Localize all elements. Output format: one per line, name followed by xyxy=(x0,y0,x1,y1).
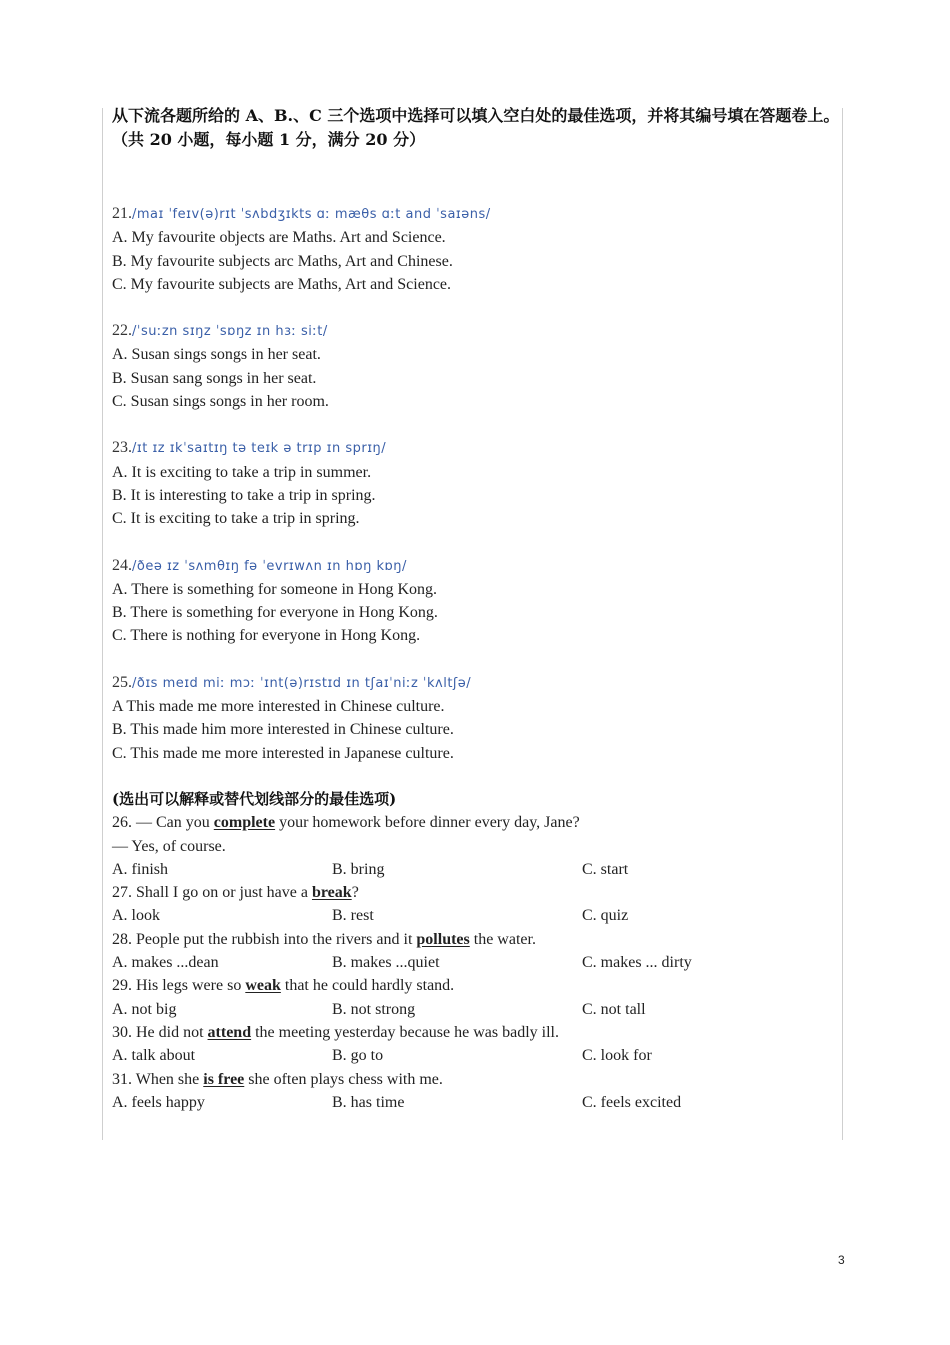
section-instruction: 从下流各题所给的 A、B.、C 三个选项中选择可以填入空白处的最佳选项，并将其编号填在答题卷上。（共 20 小题，每小题 1 分，满分 20 分） xyxy=(112,106,840,149)
vocab-question-list xyxy=(112,811,847,1114)
phonetic-question xyxy=(112,436,847,530)
answer-option: C. My favourite subjects are Maths, Art and Science. xyxy=(112,275,452,293)
question-content xyxy=(112,104,847,1114)
underlined-keyword: break xyxy=(311,884,352,902)
answer-option: B. makes ...quiet xyxy=(332,954,440,972)
answer-option: C. makes ... dirty xyxy=(582,954,692,972)
options-row xyxy=(112,1091,847,1114)
answer-option: A. talk about xyxy=(112,1047,196,1065)
stem-text: — Yes, of course. xyxy=(112,837,226,855)
phonetic-question xyxy=(112,319,847,413)
question-stem xyxy=(112,811,847,834)
answer-option: B. not strong xyxy=(332,1000,416,1018)
phonetic-question xyxy=(112,202,847,296)
answer-option: A This made me more interested in Chinese culture. xyxy=(112,698,445,716)
options-row xyxy=(112,1044,847,1067)
answer-option: B. rest xyxy=(332,907,374,925)
stem-text: ? xyxy=(351,884,359,902)
options-row xyxy=(112,998,847,1021)
stem-text: the meeting yesterday because he was badly ill. xyxy=(251,1023,559,1041)
phonetic-question xyxy=(112,671,847,765)
answer-option: C. It is exciting to take a trip in spring. xyxy=(112,510,360,528)
stem-text: she often plays chess with me. xyxy=(244,1070,443,1088)
question-stem xyxy=(112,1068,847,1091)
phonetic-question-list xyxy=(112,202,847,765)
answer-option: A. Susan sings songs in her seat. xyxy=(112,346,321,364)
underlined-keyword: complete xyxy=(213,814,276,832)
answer-option: A. not big xyxy=(112,1000,177,1018)
question-phonetic-line xyxy=(112,671,847,695)
stem-text: the water. xyxy=(469,930,536,948)
page-number: 3 xyxy=(838,1253,845,1267)
question-stem xyxy=(112,835,847,858)
phonetic-question xyxy=(112,554,847,648)
stem-text: 26. — Can you xyxy=(112,814,214,832)
answer-option: B. My favourite subjects arc Maths, Art and Chinese. xyxy=(112,252,453,270)
answer-option: A. My favourite objects are Maths. Art and Science. xyxy=(112,229,446,247)
question-stem xyxy=(112,974,847,997)
question-phonetic-line xyxy=(112,202,847,226)
answer-option: C. There is nothing for everyone in Hong Kong. xyxy=(112,627,421,645)
question-stem xyxy=(112,1021,847,1044)
answer-option: B. has time xyxy=(332,1093,405,1111)
phonetic-transcription: /maɪ ˈfeɪv(ə)rɪt ˈsʌbdʒɪkts ɑː mæθs ɑːt and ˈsaɪəns/ xyxy=(132,207,491,222)
answer-option: A. It is exciting to take a trip in summer. xyxy=(112,463,372,481)
underlined-keyword: pollutes xyxy=(416,930,470,948)
answer-option: B. There is something for everyone in Hong Kong. xyxy=(112,604,438,622)
question-number: 22. xyxy=(112,322,132,340)
stem-text: 27. Shall I go on or just have a xyxy=(112,884,312,902)
stem-text: your homework before dinner every day, Jane? xyxy=(275,814,580,832)
question-number: 24. xyxy=(112,556,132,574)
answer-option: B. Susan sang songs in her seat. xyxy=(112,369,317,387)
answer-option: C. This made me more interested in Japanese culture. xyxy=(112,744,454,762)
answer-option: A. look xyxy=(112,907,160,925)
answer-option: C. look for xyxy=(582,1047,652,1065)
answer-option: B. bring xyxy=(332,860,385,878)
phonetic-transcription: /ðɪs meɪd miː mɔː ˈɪnt(ə)rɪstɪd ɪn tʃaɪˈniːz ˈkʌltʃə/ xyxy=(132,675,472,691)
question-number: 21. xyxy=(112,205,132,222)
stem-text: 30. He did not xyxy=(112,1023,208,1041)
underlined-keyword: attend xyxy=(207,1023,252,1041)
options-row xyxy=(112,858,847,881)
options-row xyxy=(112,904,847,927)
question-number: 25. xyxy=(112,673,132,691)
underlined-keyword: is free xyxy=(203,1070,245,1088)
question-stem xyxy=(112,928,847,951)
question-phonetic-line xyxy=(112,554,847,578)
answer-option: B. This made him more interested in Chinese culture. xyxy=(112,721,454,739)
answer-option: C. start xyxy=(582,860,629,878)
phonetic-transcription: /ðeə ɪz ˈsʌmθɪŋ fə ˈevrɪwʌn ɪn hɒŋ kɒŋ/ xyxy=(132,558,407,574)
phonetic-transcription: /ɪt ɪz ɪkˈsaɪtɪŋ tə teɪk ə trɪp ɪn sprɪŋ/ xyxy=(132,441,387,457)
answer-option: A. feels happy xyxy=(112,1093,205,1111)
question-number: 23. xyxy=(112,439,132,457)
answer-option: C. Susan sings songs in her room. xyxy=(112,393,329,411)
answer-option: C. not tall xyxy=(582,1000,646,1018)
answer-option: A. finish xyxy=(112,860,168,878)
question-phonetic-line xyxy=(112,319,847,343)
phonetic-transcription: /ˈsuːzn sɪŋz ˈsɒŋz ɪn hɜː siːt/ xyxy=(132,324,328,340)
answer-option: B. It is interesting to take a trip in spring. xyxy=(112,486,376,504)
stem-text: that he could hardly stand. xyxy=(280,977,455,995)
answer-option: C. quiz xyxy=(582,907,629,925)
underlined-keyword: weak xyxy=(245,977,281,995)
options-row xyxy=(112,951,847,974)
answer-option: C. feels excited xyxy=(582,1093,682,1111)
answer-option: A. makes ...dean xyxy=(112,954,219,972)
question-stem xyxy=(112,881,847,904)
stem-text: 31. When she xyxy=(112,1070,204,1088)
stem-text: 28. People put the rubbish into the rivers and it xyxy=(112,930,417,948)
answer-option: A. There is something for someone in Hong Kong. xyxy=(112,580,437,598)
question-phonetic-line xyxy=(112,436,847,460)
section2-title: (选出可以解释或替代划线部分的最佳选项) xyxy=(112,789,397,808)
answer-option: B. go to xyxy=(332,1047,384,1065)
stem-text: 29. His legs were so xyxy=(112,977,246,995)
